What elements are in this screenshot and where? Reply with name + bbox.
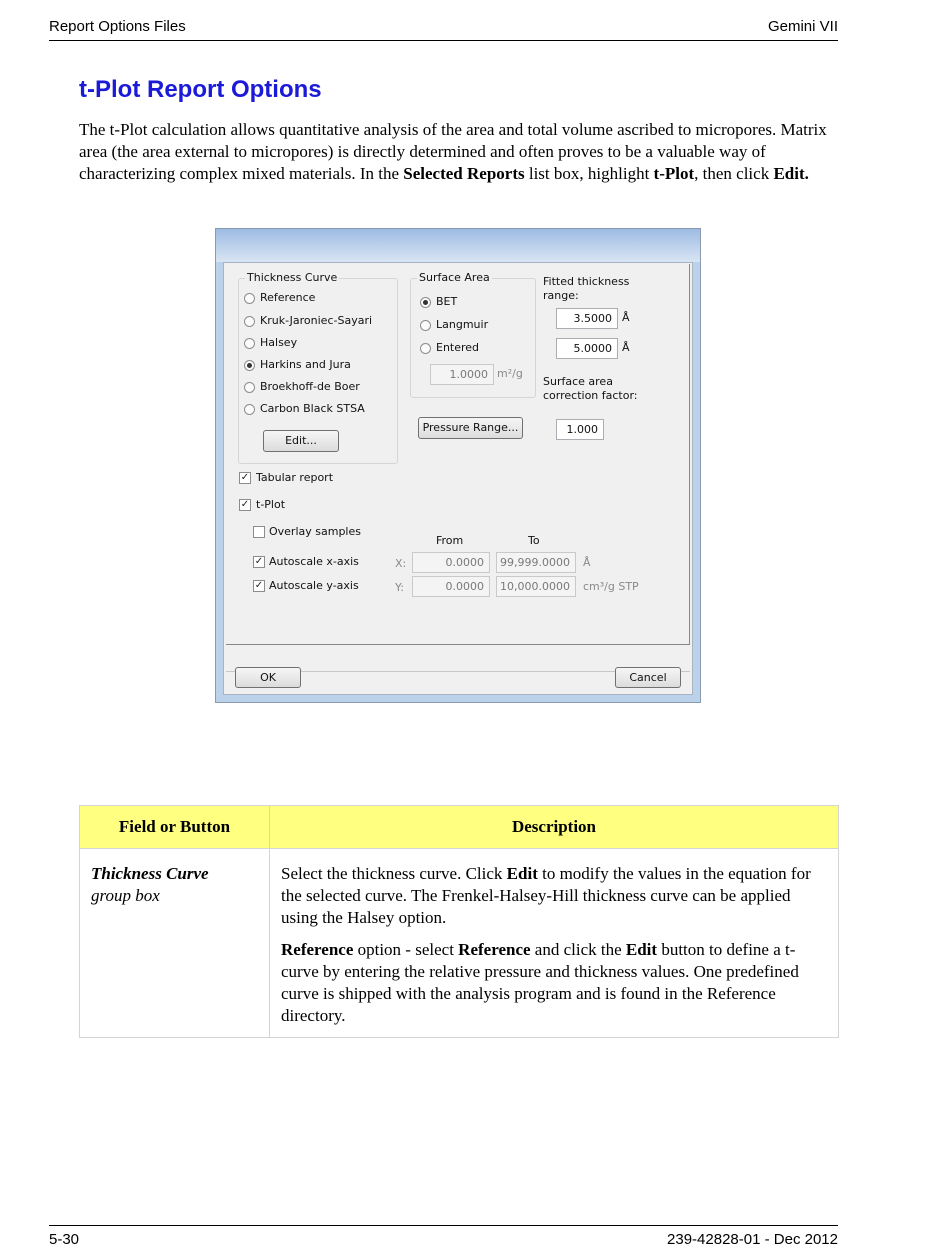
page-header (49, 18, 838, 41)
tabular-report-checkbox[interactable]: ✓ (240, 472, 250, 483)
autoscale-y-checkbox[interactable]: ✓ (254, 580, 264, 591)
header-description: Description (270, 806, 839, 849)
fitted-from-field[interactable]: 3.5000 (556, 308, 618, 329)
table-header-row (80, 806, 839, 849)
fitted-range-label: range: (543, 289, 579, 302)
entered-surface-area-field[interactable]: 1.0000 (430, 364, 494, 385)
radio-label-langmuir: Langmuir (436, 318, 489, 331)
entered-unit-label: m²/g (497, 367, 523, 380)
header-field-or-button: Field or Button (80, 806, 270, 849)
correction-label-2: correction factor: (543, 389, 638, 402)
radio-broekhoff[interactable] (244, 382, 255, 393)
field-name: Thickness Curve (91, 864, 209, 883)
desc-bold: Reference (458, 940, 531, 959)
intro-text-2: list box, highlight (524, 164, 654, 183)
correction-label-1: Surface area (543, 375, 613, 388)
radio-entered[interactable] (420, 343, 431, 354)
radio-label-harkins-jura: Harkins and Jura (260, 358, 351, 371)
dialog-titlebar (216, 229, 700, 262)
surface-area-caption: Surface Area (419, 271, 490, 284)
y-to-field[interactable]: 10,000.0000 (496, 576, 576, 597)
radio-label-entered: Entered (436, 341, 480, 354)
desc-bold: Edit (625, 940, 658, 959)
intro-bold-3: Edit. (773, 164, 809, 183)
overlay-samples-label: Overlay samples (269, 525, 361, 538)
radio-label-broekhoff: Broekhoff-de Boer (260, 380, 360, 393)
radio-reference[interactable] (244, 293, 255, 304)
radio-bet[interactable] (420, 297, 431, 308)
autoscale-y-label: Autoscale y-axis (269, 579, 359, 592)
x-axis-label: X: (395, 557, 407, 570)
fitted-unit-1: Å (622, 311, 630, 324)
desc-text: to modify the values in the equation for the selected curve. The Frenkel-Halsey-Hill thickness curve can be applied using the Halsey option. (281, 864, 811, 927)
field-type: group box (91, 886, 160, 905)
fitted-to-field[interactable]: 5.0000 (556, 338, 618, 359)
ok-button[interactable]: OK (235, 667, 301, 688)
intro-text-3: , then click (694, 164, 774, 183)
radio-label-kruk: Kruk-Jaroniec-Sayari (260, 314, 373, 327)
page-number: 5-30 (49, 1231, 80, 1248)
desc-bold: Reference (281, 940, 354, 959)
from-header: From (436, 534, 464, 547)
tplot-label: t-Plot (256, 498, 286, 511)
fitted-unit-2: Å (622, 341, 630, 354)
pressure-range-button[interactable]: Pressure Range... (418, 417, 523, 439)
tplot-dialog (215, 228, 701, 703)
radio-halsey[interactable] (244, 338, 255, 349)
intro-paragraph (79, 119, 849, 185)
radio-label-halsey: Halsey (260, 336, 298, 349)
radio-label-bet: BET (436, 295, 458, 308)
dialog-client (223, 262, 693, 695)
y-axis-label: Y: (395, 581, 404, 594)
field-description-table (79, 805, 839, 1038)
cancel-button[interactable]: Cancel (615, 667, 681, 688)
header-right: Gemini VII (767, 18, 838, 35)
tplot-checkbox[interactable]: ✓ (240, 499, 250, 510)
field-cell (80, 849, 270, 1038)
desc-text: option - select (353, 940, 459, 959)
x-unit-label: Å (583, 556, 591, 569)
document-number: 239-42828-01 - Dec 2012 (667, 1231, 838, 1248)
desc-text: button to define a t-curve by entering the relative pressure and thickness values. One predefined curve is shipped with the analysis program and is found in the Reference directory. (281, 940, 799, 1025)
radio-langmuir[interactable] (420, 320, 431, 331)
edit-button[interactable]: Edit... (263, 430, 339, 452)
desc-text: and click the (530, 940, 626, 959)
y-unit-label: cm³/g STP (583, 580, 639, 593)
radio-label-carbon-black: Carbon Black STSA (260, 402, 365, 415)
x-from-field[interactable]: 0.0000 (412, 552, 490, 573)
x-to-field[interactable]: 99,999.0000 (496, 552, 576, 573)
intro-text-1: The t-Plot calculation allows quantitative analysis of the area and total volume ascribed to micropores. Matrix area (the area external to micropores) is directly determined and often proves to be a valuable way of characterizing complex mixed materials. In the (79, 120, 827, 183)
description-paragraph-2 (281, 939, 828, 1027)
description-paragraph-1 (281, 863, 828, 929)
radio-harkins-jura[interactable] (244, 360, 255, 371)
correction-factor-field[interactable]: 1.000 (556, 419, 604, 440)
radio-kruk[interactable] (244, 316, 255, 327)
header-left: Report Options Files (49, 18, 186, 35)
desc-bold: Edit (506, 864, 538, 883)
autoscale-x-checkbox[interactable]: ✓ (254, 556, 264, 567)
to-header: To (528, 534, 540, 547)
thickness-curve-caption: Thickness Curve (247, 271, 338, 284)
y-from-field[interactable]: 0.0000 (412, 576, 490, 597)
intro-bold-2: t-Plot (653, 164, 695, 183)
page-footer (49, 1225, 838, 1248)
radio-carbon-black[interactable] (244, 404, 255, 415)
page-title: t-Plot Report Options (79, 76, 322, 103)
autoscale-x-label: Autoscale x-axis (269, 555, 359, 568)
description-cell (270, 849, 839, 1038)
intro-bold-1: Selected Reports (403, 164, 525, 183)
dialog-inner-panel (226, 264, 690, 645)
desc-text: Select the thickness curve. Click (281, 864, 507, 883)
overlay-samples-checkbox[interactable] (253, 526, 265, 538)
fitted-thickness-label: Fitted thickness (543, 275, 630, 288)
table-row (80, 849, 839, 1038)
tabular-report-label: Tabular report (256, 471, 334, 484)
radio-label-reference: Reference (260, 291, 316, 304)
